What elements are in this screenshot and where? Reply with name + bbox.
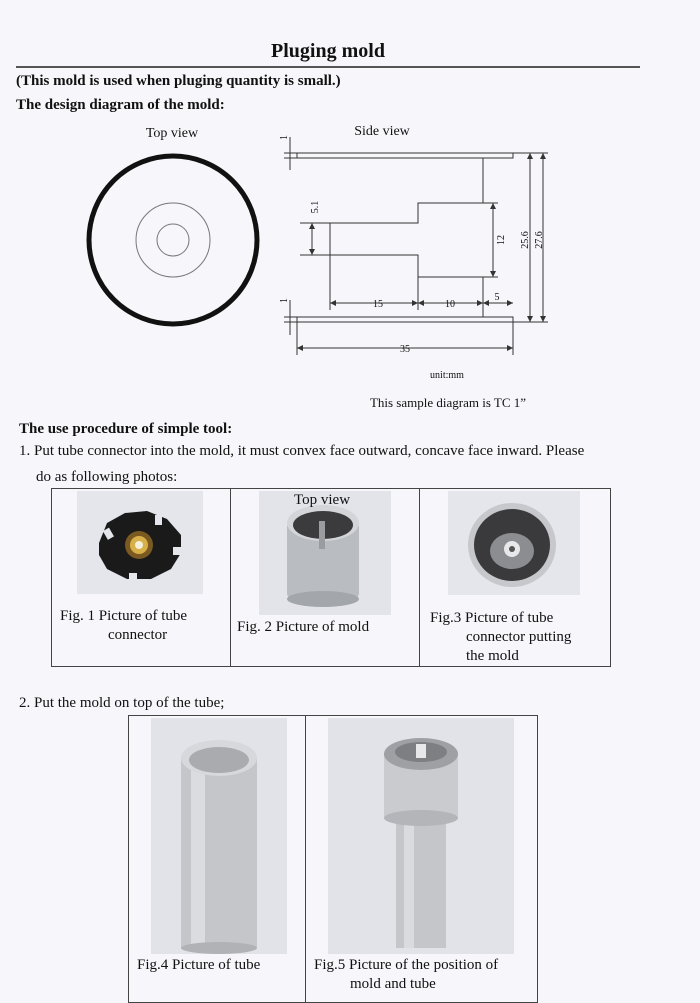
fig5-caption-line2: mold and tube xyxy=(350,976,436,992)
dim-5-1: 5.1 xyxy=(310,200,321,214)
unit-label: unit:mm xyxy=(430,370,464,381)
fig4-caption: Fig.4 Picture of tube xyxy=(137,957,261,973)
figures-table-2 xyxy=(128,715,538,1003)
dim-10: 10 xyxy=(445,299,455,310)
fig3-caption-line3: the mold xyxy=(466,648,519,664)
figures-table-1 xyxy=(51,488,611,667)
mold-photo xyxy=(259,491,391,615)
tube-connector-photo xyxy=(77,491,203,594)
side-view-label: Side view xyxy=(354,124,410,139)
fig2-caption: Fig. 2 Picture of mold xyxy=(237,619,370,635)
fig1-caption-line1: Fig. 1 Picture of tube xyxy=(60,608,188,624)
dim-5: 5 xyxy=(494,292,500,303)
top-view-drawing xyxy=(89,156,257,324)
figure-cell-4 xyxy=(129,716,306,1002)
dim-27-6: 27.6 xyxy=(534,231,545,249)
dimension-arrows xyxy=(297,153,546,351)
dim-25-6: 25.6 xyxy=(520,231,531,249)
figure-cell-1 xyxy=(52,489,231,666)
figure-cell-3 xyxy=(420,489,610,666)
usage-note: (This mold is used when pluging quantity is small.) xyxy=(16,73,341,89)
dim-top-thickness: 1 xyxy=(279,135,290,140)
fig1-caption-line2: connector xyxy=(108,627,168,643)
step1-line1: 1. Put tube connector into the mold, it must convex face outward, concave face inward. Please xyxy=(19,443,585,459)
dim-12: 12 xyxy=(496,235,507,245)
top-view-label: Top view xyxy=(145,126,199,141)
step2-text: 2. Put the mold on top of the tube; xyxy=(19,695,225,711)
title-rule xyxy=(16,66,640,68)
side-view-drawing xyxy=(284,137,548,355)
design-diagram xyxy=(0,115,700,415)
tube-photo xyxy=(151,718,287,954)
figure-cell-5 xyxy=(306,716,537,1002)
sample-note: This sample diagram is TC 1” xyxy=(369,395,527,410)
mold-and-tube-photo xyxy=(328,718,514,954)
figure-cell-2 xyxy=(231,489,420,666)
dim-15: 15 xyxy=(373,299,383,310)
fig2-overlay-top-view: Top view xyxy=(294,492,351,508)
fig3-caption-line2: connector putting xyxy=(466,629,572,645)
design-heading: The design diagram of the mold: xyxy=(16,97,225,113)
page-title: Pluging mold xyxy=(271,40,385,62)
step1-line2: do as following photos: xyxy=(36,469,178,485)
dim-bottom-thickness: 1 xyxy=(279,298,290,303)
fig3-caption-line1: Fig.3 Picture of tube xyxy=(430,610,554,626)
connector-in-mold-photo xyxy=(448,491,580,595)
fig5-caption-line1: Fig.5 Picture of the position of xyxy=(314,957,499,973)
procedure-heading: The use procedure of simple tool: xyxy=(19,421,233,437)
dim-35: 35 xyxy=(400,344,410,355)
